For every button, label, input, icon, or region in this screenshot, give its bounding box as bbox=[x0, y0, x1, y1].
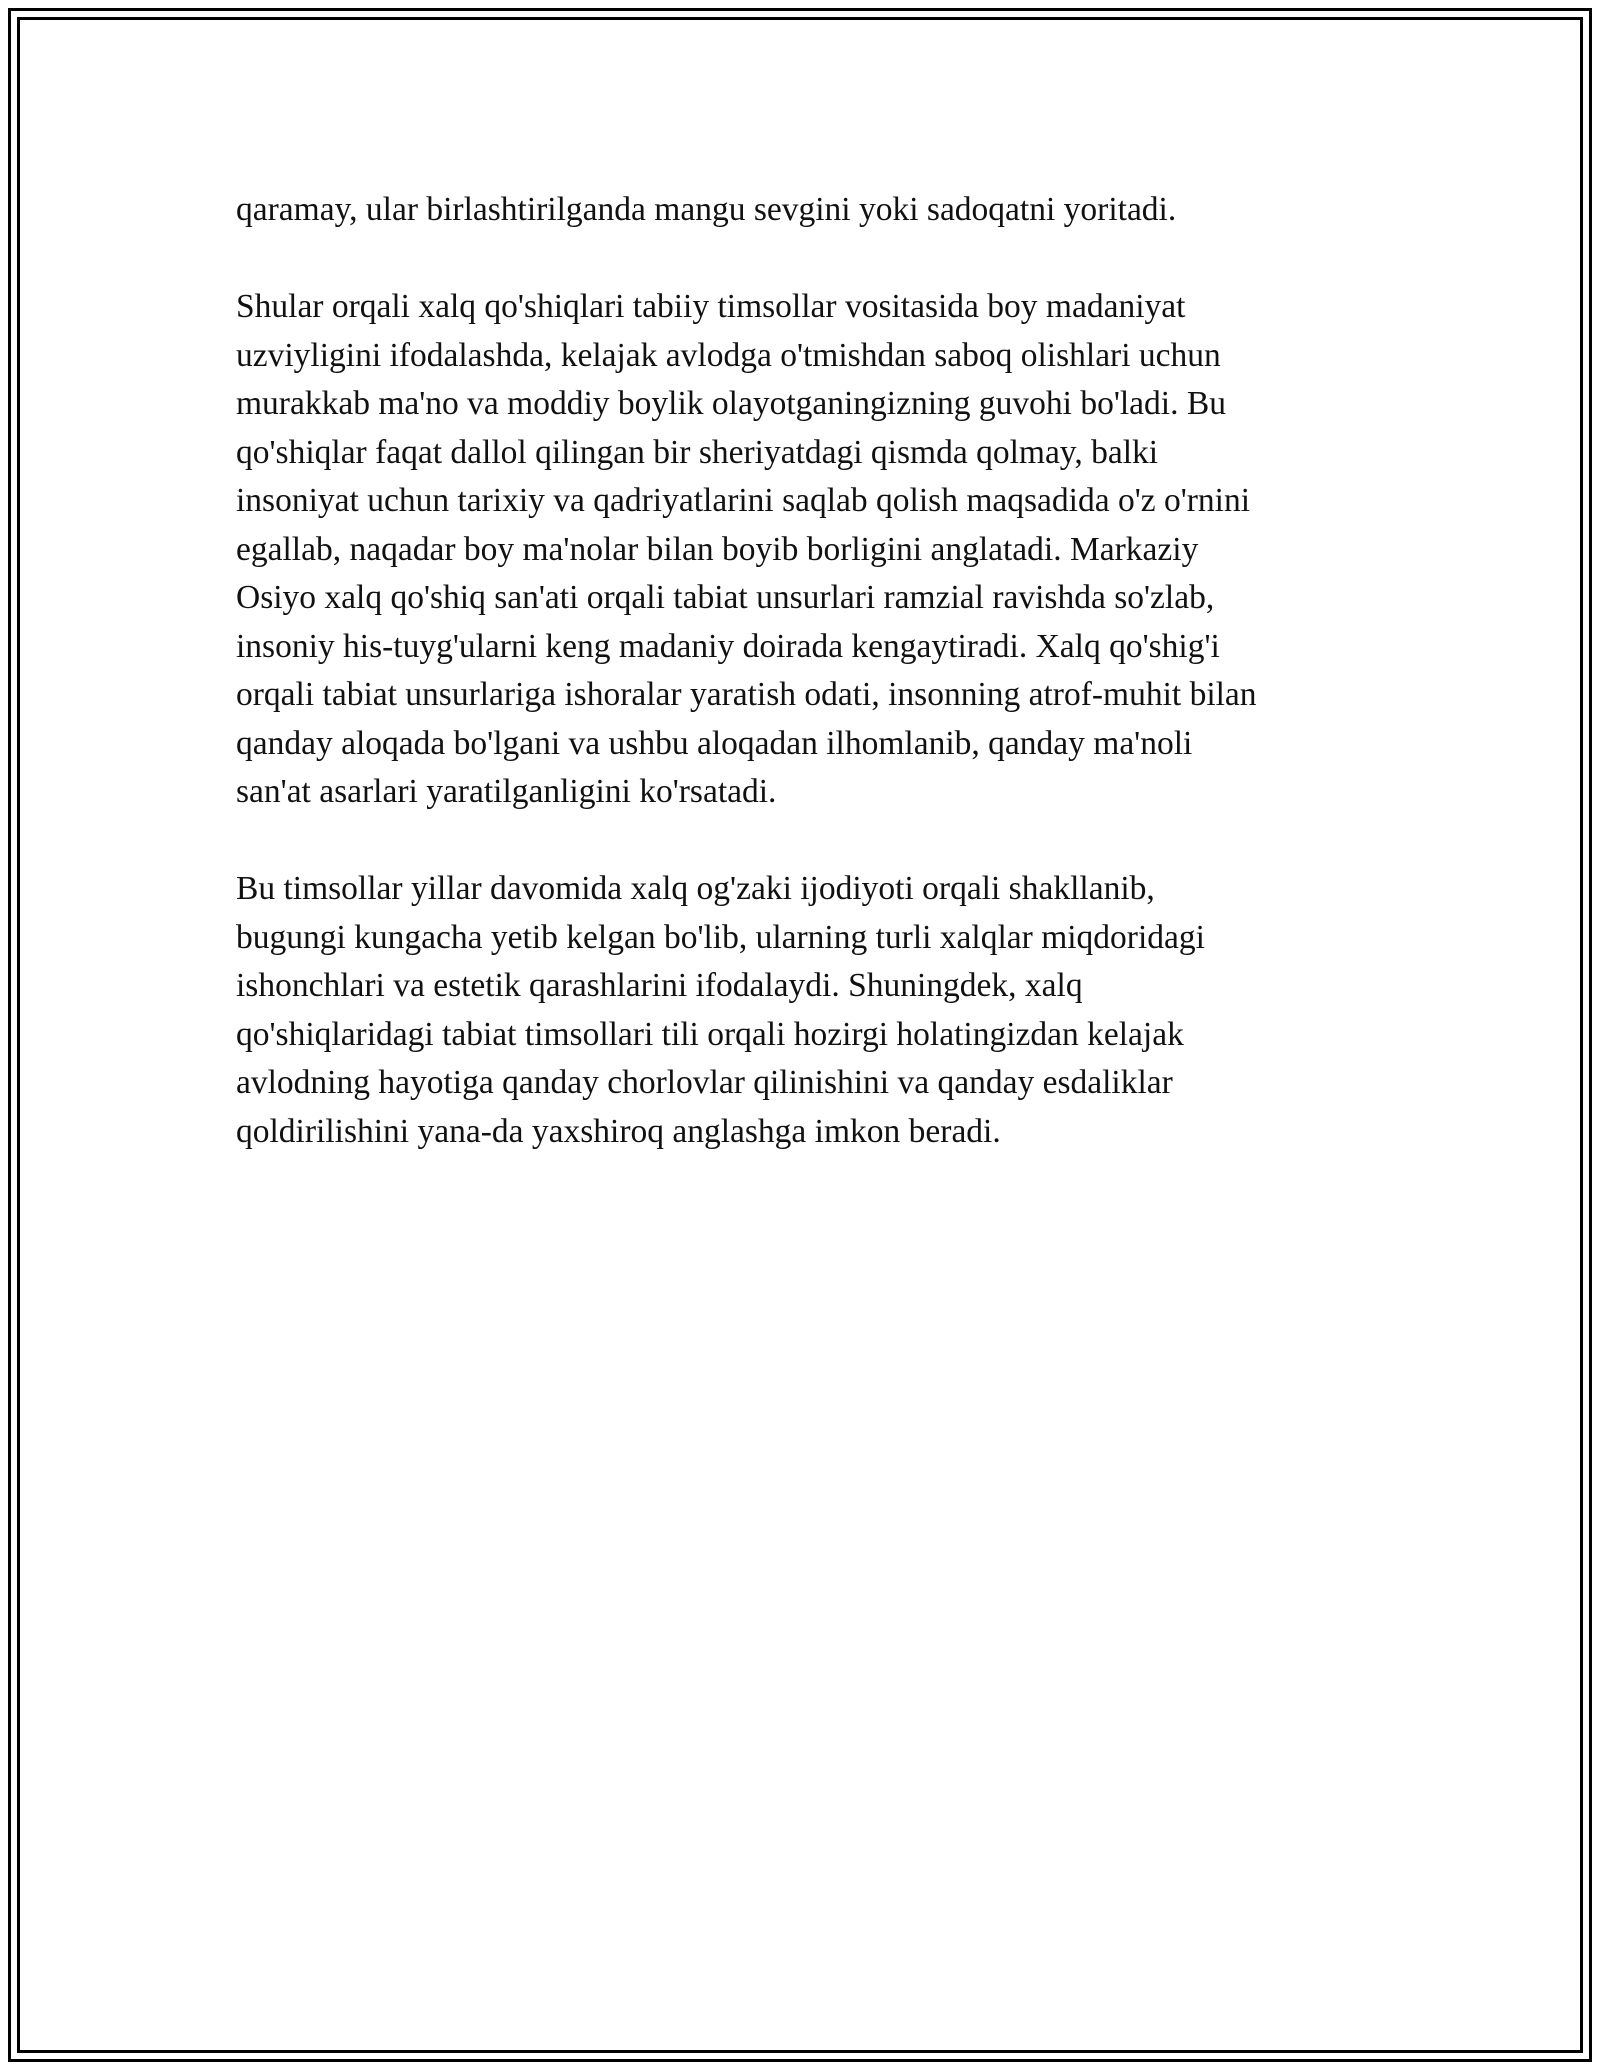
text-line: uzviyligini ifodalashda, kelajak avlodga o'tmishdan saboq olishlari uchun bbox=[236, 336, 1221, 374]
text-line: Bu timsollar yillar davomida xalq og'zaki ijodiyoti orqali shakllanib, bbox=[236, 870, 1155, 907]
text-line: murakkab ma'no va moddiy boylik olayotganingizning guvohi bo'ladi. Bu bbox=[236, 385, 1226, 422]
text-line: insoniyat uchun tarixiy va qadriyatlarini saqlab qolish maqsadida o'z o'rnini bbox=[236, 482, 1251, 519]
paragraph-2 bbox=[236, 283, 1366, 817]
text-line: qaramay, ular birlashtirilganda mangu sevgini yoki sadoqatni yoritadi. bbox=[236, 191, 1177, 228]
text-line: insoniy his-tuyg'ularni keng madaniy doirada kengaytiradi. Xalq qo'shig'i bbox=[236, 627, 1220, 665]
text-line: qoldirilishini yana-da yaxshiroq anglashga imkon beradi. bbox=[236, 1112, 1001, 1150]
text-line: Osiyo xalq qo'shiq san'ati orqali tabiat unsurlari ramzial ravishda so'zlab, bbox=[236, 579, 1215, 616]
text-line: qanday aloqada bo'lgani va ushbu aloqadan ilhomlanib, qanday ma'noli bbox=[236, 724, 1193, 762]
text-line: Shular orqali xalq qo'shiqlari tabiiy timsollar vositasida boy madaniyat bbox=[236, 288, 1186, 325]
text-line: qo'shiqlar faqat dallol qilingan bir sheriyatdagi qismda qolmay, balki bbox=[236, 433, 1159, 471]
text-line: san'at asarlari yaratilganligini ko'rsatadi. bbox=[236, 773, 777, 810]
text-line: bugungi kungacha yetib kelgan bo'lib, ularning turli xalqlar miqdoridagi bbox=[236, 918, 1205, 956]
text-line: qo'shiqlaridagi tabiat timsollari tili orqali hozirgi holatingizdan kelajak bbox=[236, 1015, 1184, 1053]
paragraph-1 bbox=[236, 186, 1366, 235]
text-line: egallab, naqadar boy ma'nolar bilan boyib borligini anglatadi. Markaziy bbox=[236, 530, 1199, 568]
paragraph-3 bbox=[236, 865, 1366, 1156]
text-line: avlodning hayotiga qanday chorlovlar qilinishini va qanday esdaliklar bbox=[236, 1064, 1173, 1101]
text-line: orqali tabiat unsurlariga ishoralar yaratish odati, insonning atrof-muhit bilan bbox=[236, 676, 1257, 713]
text-line: ishonchlari va estetik qarashlarini ifodalaydi. Shuningdek, xalq bbox=[236, 967, 1083, 1004]
document-body bbox=[236, 186, 1366, 1205]
